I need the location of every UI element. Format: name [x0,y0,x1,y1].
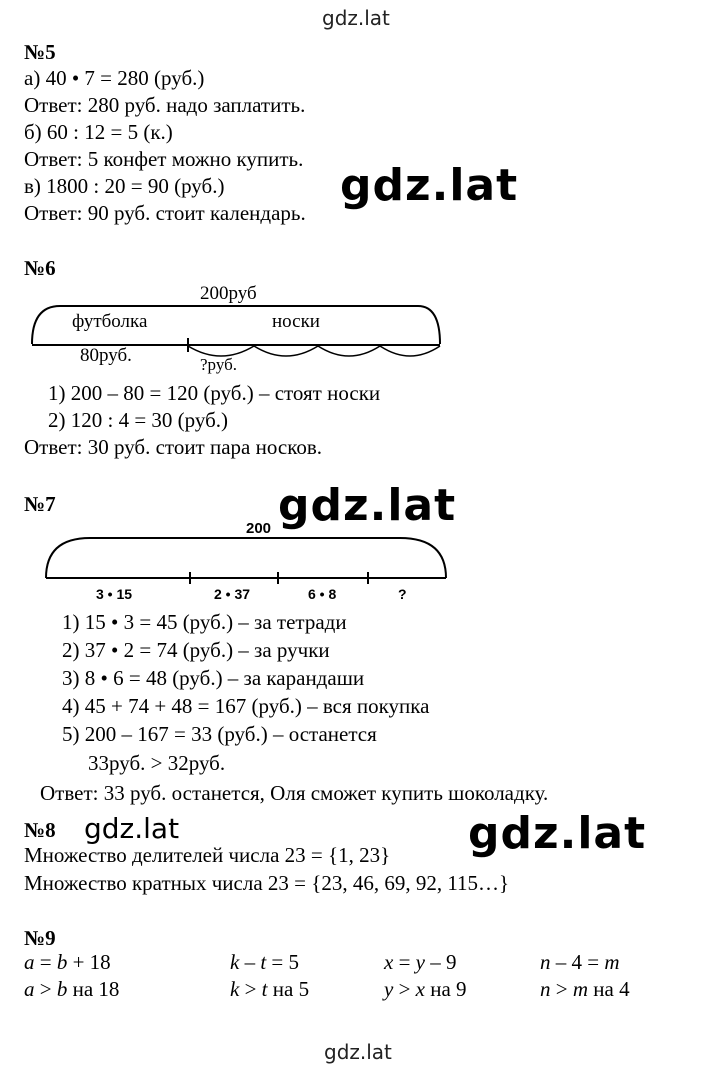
task9-expression: n – 4 = m [540,950,620,974]
task6-left-label: футболка [72,311,148,332]
task8-line: Множество делителей числа 23 = {1, 23} [24,843,391,867]
task6-left-value: 80руб. [80,345,132,366]
watermark-big: gdz.lat [468,808,647,859]
task5-line: Ответ: 280 руб. надо заплатить. [24,93,306,117]
task9-expression: x = y – 9 [384,950,457,974]
task7-line: 4) 45 + 74 + 48 = 167 (руб.) – вся покупка [62,694,430,718]
task5-line: б) 60 : 12 = 5 (к.) [24,120,173,144]
watermark-big: gdz.lat [340,160,519,211]
task9-expression: a > b на 18 [24,977,120,1001]
task8-heading: №8 [24,818,56,842]
task7-total-label: 200 [246,520,272,537]
watermark-mid: gdz.lat [84,812,180,845]
task7-heading: №7 [24,492,56,516]
task7-line: 3) 8 • 6 = 48 (руб.) – за карандаши [62,666,365,690]
task9-expression: k – t = 5 [230,950,300,974]
task6-line: 1) 200 – 80 = 120 (руб.) – стоят носки [48,381,381,405]
task7-line: 2) 37 • 2 = 74 (руб.) – за ручки [62,638,330,662]
task6-line: 2) 120 : 4 = 30 (руб.) [48,408,229,432]
task5-line: а) 40 • 7 = 280 (руб.) [24,66,205,90]
task6-total-label: 200руб [200,283,257,304]
task5-heading: №5 [24,40,56,64]
task7-part-label: 6 • 8 [308,586,337,602]
task5-line: Ответ: 5 конфет можно купить. [24,147,304,171]
task6-right-label: носки [272,311,320,332]
task6-heading: №6 [24,256,56,280]
task7-part-label: 2 • 37 [214,586,251,602]
task5-line: в) 1800 : 20 = 90 (руб.) [24,174,225,198]
task7-part-label: ? [398,586,407,602]
watermark-bottom: gdz.lat [324,1040,392,1064]
task9-expression: y > x на 9 [384,977,467,1001]
task7-line: 33руб. > 32руб. [88,751,226,775]
task6-part-value: ?руб. [200,355,237,374]
task7-line: 5) 200 – 167 = 33 (руб.) – останется [62,722,377,746]
task8-line: Множество кратных числа 23 = {23, 46, 69, 92, 115…} [24,871,510,895]
task5-line: Ответ: 90 руб. стоит календарь. [24,201,306,225]
task9-expression: k > t на 5 [230,977,310,1001]
task7-line: 1) 15 • 3 = 45 (руб.) – за тетради [62,610,347,634]
watermark-big: gdz.lat [278,480,457,531]
task7-part-label: 3 • 15 [96,586,133,602]
task7-answer: Ответ: 33 руб. останется, Оля сможет купить шоколадку. [40,781,549,805]
task9-heading: №9 [24,926,56,950]
task9-expression: a = b + 18 [24,950,111,974]
watermark-top: gdz.lat [322,6,390,30]
task6-line: Ответ: 30 руб. стоит пара носков. [24,435,322,459]
task9-expression: n > m на 4 [540,977,630,1001]
